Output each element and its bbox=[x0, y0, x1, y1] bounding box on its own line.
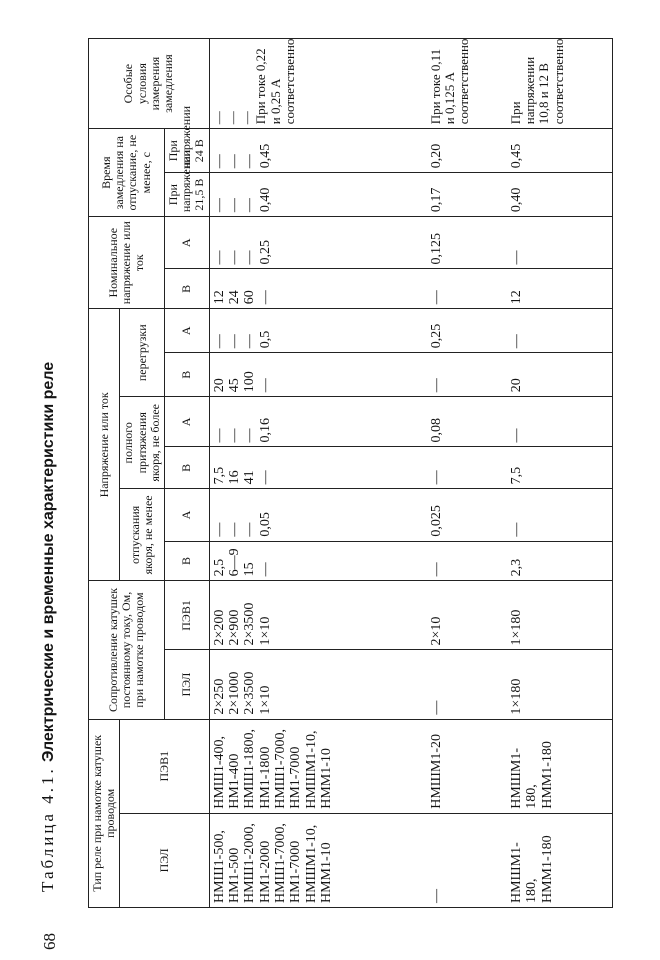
cell-pull-v: — bbox=[427, 447, 507, 489]
cell-release-v: 2,5 6—9 15 — bbox=[209, 541, 427, 581]
cell-pel-types: НМШМ1-180, НММ1-180 bbox=[507, 813, 612, 907]
header-pull-v: В bbox=[164, 447, 209, 489]
cell-nominal-a: — bbox=[507, 217, 612, 269]
cell-pel-types: НМШ1-500, НМ1-500 НМШ1-2000, НМ1-2000 НМШ1-7000, НМ1-7000 НМШМ1-10, НММ1-10 bbox=[209, 813, 427, 907]
cell-pel-types: — bbox=[427, 813, 507, 907]
cell-overload-a: — — — 0,5 bbox=[209, 309, 427, 353]
cell-nominal-v: — bbox=[427, 269, 507, 309]
header-relay-type: Тип реле при намотке катушек проводом bbox=[89, 719, 120, 907]
cell-overload-a: — bbox=[507, 309, 612, 353]
header-pull-in: полного притяжения якоря, не более bbox=[120, 397, 165, 489]
header-voltage-current: Напряжение или ток bbox=[89, 309, 120, 581]
header-pel: ПЭЛ bbox=[120, 813, 209, 907]
cell-nominal-a: 0,125 bbox=[427, 217, 507, 269]
cell-release-a: — — — 0,05 bbox=[209, 489, 427, 541]
caption-lead: Таблица 4.1. bbox=[38, 766, 57, 892]
header-release-v: В bbox=[164, 541, 209, 581]
header-nominal-v: В bbox=[164, 269, 209, 309]
cell-pev1-types: НМШМ1-20 bbox=[427, 719, 507, 813]
header-delay-21-5: При напряжении 21,5 В bbox=[164, 173, 209, 217]
cell-resistance-pel: 2×250 2×1000 2×3500 1×10 bbox=[209, 650, 427, 719]
cell-nominal-a: — — — 0,25 bbox=[209, 217, 427, 269]
header-delay-24: При напряжении 24 В bbox=[164, 129, 209, 173]
cell-release-v: 2,3 bbox=[507, 541, 612, 581]
cell-pull-v: 7,5 16 41 — bbox=[209, 447, 427, 489]
cell-pev1-types: НМШ1-400, НМ1-400 НМШ1-1800, НМ1-1800 НМШ1-7000, НМ1-7000 НМШМ1-10, НММ1-10 bbox=[209, 719, 427, 813]
header-notes: Особые условия измерения замедления bbox=[89, 39, 210, 129]
cell-overload-v: 20 45 100 — bbox=[209, 353, 427, 397]
header-delay: Время замедления на отпускание, не менее, с bbox=[89, 129, 165, 217]
caption-title: Электрические и временные характеристики реле bbox=[40, 361, 57, 763]
header-resistance-pev1: ПЭВ1 bbox=[164, 581, 209, 650]
cell-nominal-v: 12 24 60 — bbox=[209, 269, 427, 309]
header-pull-a: А bbox=[164, 397, 209, 447]
header-release-a: А bbox=[164, 489, 209, 541]
cell-delay-24: 0,45 bbox=[507, 129, 612, 173]
cell-notes: При токе 0,11 и 0,125 А соответственно bbox=[427, 39, 507, 129]
page-number: 68 bbox=[40, 933, 59, 950]
cell-release-a: — bbox=[507, 489, 612, 541]
header-nominal-a: А bbox=[164, 217, 209, 269]
cell-resistance-pel: — bbox=[427, 650, 507, 719]
cell-resistance-pel: 1×180 bbox=[507, 650, 612, 719]
cell-resistance-pev1: 2×200 2×900 2×3500 1×10 bbox=[209, 581, 427, 650]
header-row-1 bbox=[89, 39, 120, 908]
header-nominal: Номинальное напряжение или ток bbox=[89, 217, 165, 309]
cell-delay-21-5: 0,40 bbox=[507, 173, 612, 217]
cell-pull-v: 7,5 bbox=[507, 447, 612, 489]
header-resistance: Сопротивление катушек постоянному току, Ом, при намотке проводом bbox=[89, 581, 165, 719]
cell-delay-24: — — — 0,45 bbox=[209, 129, 427, 173]
header-overload-a: А bbox=[164, 309, 209, 353]
cell-delay-21-5: — — — 0,40 bbox=[209, 173, 427, 217]
cell-notes: При напряжении 10,8 и 12 В соответственно bbox=[507, 39, 612, 129]
table-row bbox=[507, 39, 612, 908]
header-overload-v: В bbox=[164, 353, 209, 397]
relay-characteristics-table bbox=[88, 38, 613, 908]
header-pev1: ПЭВ1 bbox=[120, 719, 209, 813]
cell-pull-a: — bbox=[507, 397, 612, 447]
table-caption bbox=[38, 362, 58, 892]
cell-resistance-pev1: 1×180 bbox=[507, 581, 612, 650]
table-row bbox=[209, 39, 427, 908]
cell-resistance-pev1: 2×10 bbox=[427, 581, 507, 650]
table-row bbox=[427, 39, 507, 908]
cell-pull-a: — — — 0,16 bbox=[209, 397, 427, 447]
cell-overload-v: — bbox=[427, 353, 507, 397]
header-release: отпускания якоря, не менее bbox=[120, 489, 165, 581]
cell-notes: — — — При токе 0,22 и 0,25 А соответственно bbox=[209, 39, 427, 129]
cell-pev1-types: НМШМ1-180, НММ1-180 bbox=[507, 719, 612, 813]
cell-release-v: — bbox=[427, 541, 507, 581]
cell-release-a: 0,025 bbox=[427, 489, 507, 541]
cell-overload-a: 0,25 bbox=[427, 309, 507, 353]
cell-pull-a: 0,08 bbox=[427, 397, 507, 447]
cell-delay-21-5: 0,17 bbox=[427, 173, 507, 217]
cell-nominal-v: 12 bbox=[507, 269, 612, 309]
header-overload: перегрузки bbox=[120, 309, 165, 397]
cell-delay-24: 0,20 bbox=[427, 129, 507, 173]
header-resistance-pel: ПЭЛ bbox=[164, 650, 209, 719]
cell-overload-v: 20 bbox=[507, 353, 612, 397]
